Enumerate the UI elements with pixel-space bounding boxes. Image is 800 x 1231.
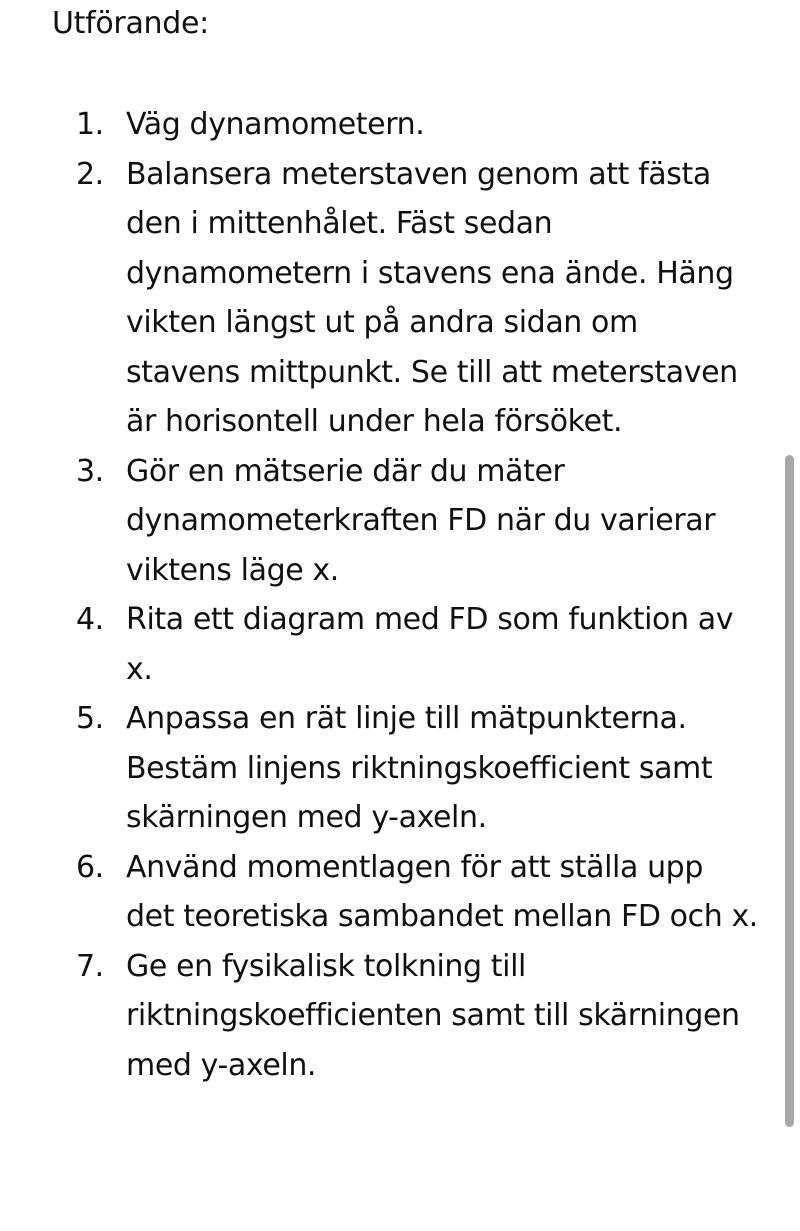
procedure-step: [0, 843, 800, 942]
step-text: Använd momentlagen för att ställa upp det teoretiska sambandet mellan FD och x.: [126, 849, 758, 934]
step-text: Anpassa en rät linje till mätpunkterna. Bestäm linjens riktningskoefficient samt skärningen med y-axeln.: [126, 701, 713, 835]
procedure-step: [0, 447, 800, 596]
step-text: Gör en mätserie där du mäter dynamometerkraften FD när du varierar viktens läge x.: [126, 453, 716, 588]
procedure-step: [0, 694, 800, 843]
step-text: Ge en fysikalisk tolkning till riktningskoefficienten samt till skärningen med y-axeln.: [126, 948, 740, 1083]
procedure-step: [0, 150, 800, 447]
procedure-step: [0, 100, 800, 150]
step-number: 1.: [76, 107, 104, 142]
procedure-heading: Utförande:: [52, 6, 209, 41]
step-number: 5.: [76, 701, 104, 736]
step-text: Väg dynamometern.: [126, 107, 425, 142]
step-number: 3.: [76, 453, 104, 489]
step-number: 4.: [76, 602, 104, 637]
procedure-step: [0, 595, 800, 694]
step-number: 7.: [76, 948, 104, 984]
vertical-scrollbar[interactable]: [785, 455, 794, 1127]
procedure-step: [0, 942, 800, 1091]
procedure-steps-list: [0, 100, 800, 1090]
step-text: Balansera meterstaven genom att fästa den i mittenhålet. Fäst sedan dynamometern i stavens ena ände. Häng vikten längst ut på andra sidan om stavens mittpunkt. Se till att meterstaven är horisontell under hela försöket.: [126, 156, 738, 439]
step-number: 6.: [76, 849, 104, 885]
step-text: Rita ett diagram med FD som funktion av x.: [126, 602, 734, 687]
step-number: 2.: [76, 156, 104, 192]
